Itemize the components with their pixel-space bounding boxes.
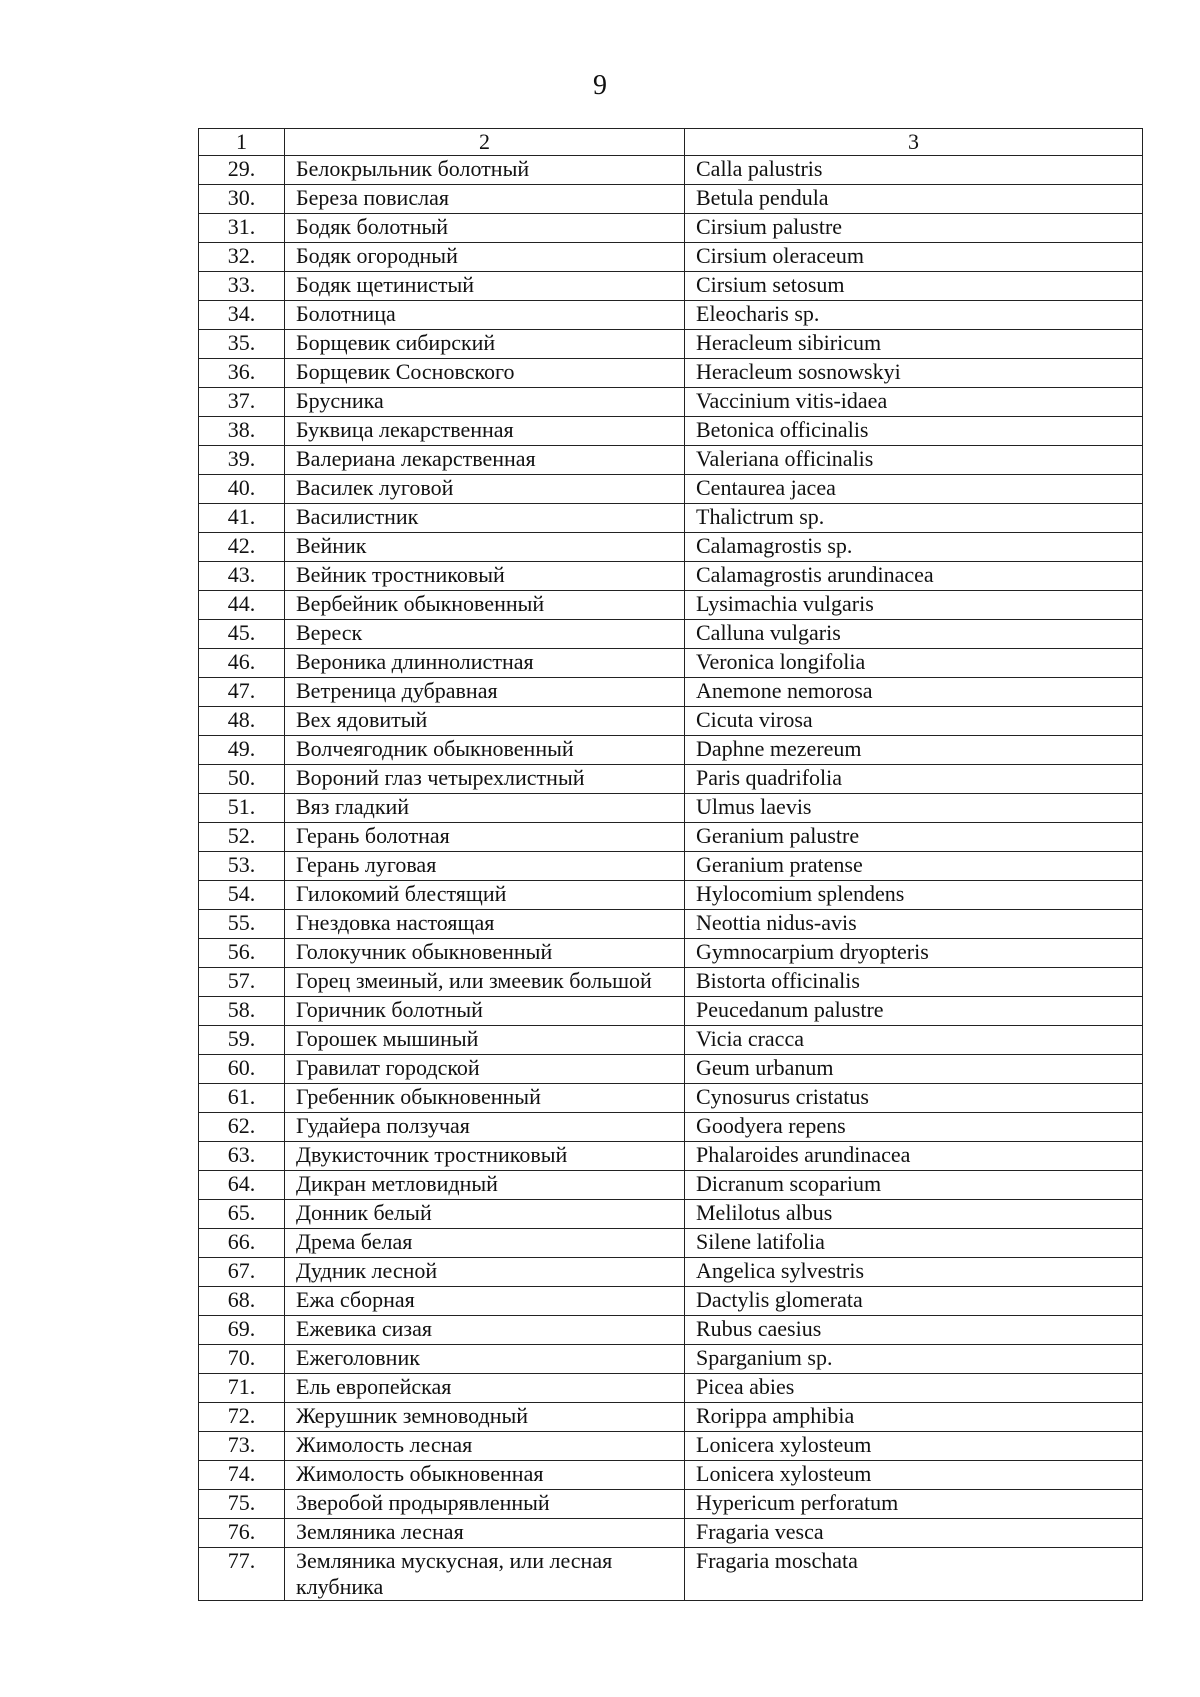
row-number: 33. bbox=[199, 272, 285, 301]
row-number: 57. bbox=[199, 968, 285, 997]
latin-name: Gymnocarpium dryopteris bbox=[685, 939, 1143, 968]
latin-name: Phalaroides arundinacea bbox=[685, 1142, 1143, 1171]
row-number: 34. bbox=[199, 301, 285, 330]
russian-name: Ежевика сизая bbox=[285, 1316, 685, 1345]
table-row bbox=[199, 214, 1143, 243]
russian-name: Василистник bbox=[285, 504, 685, 533]
russian-name: Брусника bbox=[285, 388, 685, 417]
row-number: 59. bbox=[199, 1026, 285, 1055]
latin-name: Rubus caesius bbox=[685, 1316, 1143, 1345]
latin-name: Calla palustris bbox=[685, 156, 1143, 185]
russian-name: Вех ядовитый bbox=[285, 707, 685, 736]
latin-name: Silene latifolia bbox=[685, 1229, 1143, 1258]
russian-name: Василек луговой bbox=[285, 475, 685, 504]
russian-name: Донник белый bbox=[285, 1200, 685, 1229]
russian-name: Ежеголовник bbox=[285, 1345, 685, 1374]
latin-name: Betonica officinalis bbox=[685, 417, 1143, 446]
russian-name: Герань болотная bbox=[285, 823, 685, 852]
russian-name: Гребенник обыкновенный bbox=[285, 1084, 685, 1113]
latin-name: Lonicera xylosteum bbox=[685, 1432, 1143, 1461]
russian-name: Голокучник обыкновенный bbox=[285, 939, 685, 968]
row-number: 67. bbox=[199, 1258, 285, 1287]
latin-name: Peucedanum palustre bbox=[685, 997, 1143, 1026]
table-row bbox=[199, 1432, 1143, 1461]
russian-name: Борщевик сибирский bbox=[285, 330, 685, 359]
latin-name: Heracleum sibiricum bbox=[685, 330, 1143, 359]
table-row bbox=[199, 678, 1143, 707]
row-number: 62. bbox=[199, 1113, 285, 1142]
latin-name: Cicuta virosa bbox=[685, 707, 1143, 736]
row-number: 49. bbox=[199, 736, 285, 765]
table-row bbox=[199, 1084, 1143, 1113]
row-number: 77. bbox=[199, 1548, 285, 1601]
row-number: 46. bbox=[199, 649, 285, 678]
row-number: 30. bbox=[199, 185, 285, 214]
latin-name: Dicranum scoparium bbox=[685, 1171, 1143, 1200]
row-number: 35. bbox=[199, 330, 285, 359]
russian-name: Гнездовка настоящая bbox=[285, 910, 685, 939]
latin-name: Heracleum sosnowskyi bbox=[685, 359, 1143, 388]
row-number: 50. bbox=[199, 765, 285, 794]
row-number: 44. bbox=[199, 591, 285, 620]
latin-name: Valeriana officinalis bbox=[685, 446, 1143, 475]
latin-name: Calamagrostis sp. bbox=[685, 533, 1143, 562]
latin-name: Vaccinium vitis-idaea bbox=[685, 388, 1143, 417]
row-number: 64. bbox=[199, 1171, 285, 1200]
latin-name: Goodyera repens bbox=[685, 1113, 1143, 1142]
table-row bbox=[199, 1519, 1143, 1548]
latin-name: Fragaria vesca bbox=[685, 1519, 1143, 1548]
row-number: 43. bbox=[199, 562, 285, 591]
table-row bbox=[199, 243, 1143, 272]
table-row bbox=[199, 910, 1143, 939]
latin-name: Lysimachia vulgaris bbox=[685, 591, 1143, 620]
row-number: 72. bbox=[199, 1403, 285, 1432]
russian-name: Вороний глаз четырехлистный bbox=[285, 765, 685, 794]
table-header-row bbox=[199, 129, 1143, 156]
russian-name: Белокрыльник болотный bbox=[285, 156, 685, 185]
table-row bbox=[199, 881, 1143, 910]
russian-name: Волчеягодник обыкновенный bbox=[285, 736, 685, 765]
table-row bbox=[199, 417, 1143, 446]
table-row bbox=[199, 1403, 1143, 1432]
row-number: 39. bbox=[199, 446, 285, 475]
russian-name: Горец змеиный, или змеевик большой bbox=[285, 968, 685, 997]
row-number: 32. bbox=[199, 243, 285, 272]
table-row bbox=[199, 794, 1143, 823]
page-number: 9 bbox=[593, 70, 607, 101]
row-number: 74. bbox=[199, 1461, 285, 1490]
row-number: 73. bbox=[199, 1432, 285, 1461]
table-row bbox=[199, 1200, 1143, 1229]
row-number: 54. bbox=[199, 881, 285, 910]
row-number: 60. bbox=[199, 1055, 285, 1084]
latin-name: Sparganium sp. bbox=[685, 1345, 1143, 1374]
russian-name: Дудник лесной bbox=[285, 1258, 685, 1287]
russian-name: Ель европейская bbox=[285, 1374, 685, 1403]
russian-name: Буквица лекарственная bbox=[285, 417, 685, 446]
latin-name: Eleocharis sp. bbox=[685, 301, 1143, 330]
russian-name: Земляника мускусная, или лесная клубника bbox=[285, 1548, 685, 1601]
latin-name: Geranium pratense bbox=[685, 852, 1143, 881]
table-row bbox=[199, 1316, 1143, 1345]
table-row bbox=[199, 1142, 1143, 1171]
latin-name: Dactylis glomerata bbox=[685, 1287, 1143, 1316]
latin-name: Ulmus laevis bbox=[685, 794, 1143, 823]
latin-name: Anemone nemorosa bbox=[685, 678, 1143, 707]
table-row bbox=[199, 1287, 1143, 1316]
table-row bbox=[199, 475, 1143, 504]
russian-name: Вероника длиннолистная bbox=[285, 649, 685, 678]
row-number: 66. bbox=[199, 1229, 285, 1258]
row-number: 45. bbox=[199, 620, 285, 649]
table-row bbox=[199, 765, 1143, 794]
table-row bbox=[199, 591, 1143, 620]
latin-name: Hylocomium splendens bbox=[685, 881, 1143, 910]
table-row bbox=[199, 823, 1143, 852]
russian-name: Дрема белая bbox=[285, 1229, 685, 1258]
table-row bbox=[199, 997, 1143, 1026]
russian-name: Горичник болотный bbox=[285, 997, 685, 1026]
latin-name: Melilotus albus bbox=[685, 1200, 1143, 1229]
russian-name: Жимолость лесная bbox=[285, 1432, 685, 1461]
russian-name: Вейник bbox=[285, 533, 685, 562]
row-number: 58. bbox=[199, 997, 285, 1026]
row-number: 76. bbox=[199, 1519, 285, 1548]
latin-name: Rorippa amphibia bbox=[685, 1403, 1143, 1432]
russian-name: Зверобой продырявленный bbox=[285, 1490, 685, 1519]
row-number: 36. bbox=[199, 359, 285, 388]
row-number: 37. bbox=[199, 388, 285, 417]
latin-name: Thalictrum sp. bbox=[685, 504, 1143, 533]
russian-name: Вербейник обыкновенный bbox=[285, 591, 685, 620]
latin-name: Angelica sylvestris bbox=[685, 1258, 1143, 1287]
latin-name: Hypericum perforatum bbox=[685, 1490, 1143, 1519]
column-header-russian-name: 2 bbox=[285, 129, 685, 156]
russian-name: Горошек мышиный bbox=[285, 1026, 685, 1055]
russian-name: Земляника лесная bbox=[285, 1519, 685, 1548]
russian-name: Жерушник земноводный bbox=[285, 1403, 685, 1432]
latin-name: Calamagrostis arundinacea bbox=[685, 562, 1143, 591]
russian-name: Гилокомий блестящий bbox=[285, 881, 685, 910]
row-number: 38. bbox=[199, 417, 285, 446]
latin-name: Centaurea jacea bbox=[685, 475, 1143, 504]
table-body bbox=[199, 156, 1143, 1601]
table-row bbox=[199, 156, 1143, 185]
table-row bbox=[199, 1345, 1143, 1374]
russian-name: Бодяк огородный bbox=[285, 243, 685, 272]
row-number: 40. bbox=[199, 475, 285, 504]
latin-name: Calluna vulgaris bbox=[685, 620, 1143, 649]
latin-name: Neottia nidus-avis bbox=[685, 910, 1143, 939]
latin-name: Daphne mezereum bbox=[685, 736, 1143, 765]
column-header-latin-name: 3 bbox=[685, 129, 1143, 156]
latin-name: Picea abies bbox=[685, 1374, 1143, 1403]
row-number: 47. bbox=[199, 678, 285, 707]
latin-name: Lonicera xylosteum bbox=[685, 1461, 1143, 1490]
russian-name: Вяз гладкий bbox=[285, 794, 685, 823]
latin-name: Fragaria moschata bbox=[685, 1548, 1143, 1601]
russian-name: Борщевик Сосновского bbox=[285, 359, 685, 388]
row-number: 31. bbox=[199, 214, 285, 243]
table-row bbox=[199, 1258, 1143, 1287]
row-number: 63. bbox=[199, 1142, 285, 1171]
latin-name: Vicia cracca bbox=[685, 1026, 1143, 1055]
russian-name: Двукисточник тростниковый bbox=[285, 1142, 685, 1171]
row-number: 70. bbox=[199, 1345, 285, 1374]
latin-name: Geum urbanum bbox=[685, 1055, 1143, 1084]
table-row bbox=[199, 1171, 1143, 1200]
row-number: 51. bbox=[199, 794, 285, 823]
table-row bbox=[199, 301, 1143, 330]
species-table bbox=[198, 128, 1143, 1601]
row-number: 53. bbox=[199, 852, 285, 881]
row-number: 48. bbox=[199, 707, 285, 736]
row-number: 29. bbox=[199, 156, 285, 185]
latin-name: Betula pendula bbox=[685, 185, 1143, 214]
row-number: 65. bbox=[199, 1200, 285, 1229]
row-number: 55. bbox=[199, 910, 285, 939]
russian-name: Валериана лекарственная bbox=[285, 446, 685, 475]
table-row bbox=[199, 939, 1143, 968]
table-row bbox=[199, 852, 1143, 881]
table-row bbox=[199, 620, 1143, 649]
table-row bbox=[199, 649, 1143, 678]
russian-name: Бодяк болотный bbox=[285, 214, 685, 243]
russian-name: Дикран метловидный bbox=[285, 1171, 685, 1200]
table-row bbox=[199, 968, 1143, 997]
latin-name: Cynosurus cristatus bbox=[685, 1084, 1143, 1113]
russian-name: Бодяк щетинистый bbox=[285, 272, 685, 301]
row-number: 41. bbox=[199, 504, 285, 533]
table-row bbox=[199, 446, 1143, 475]
table-row bbox=[199, 1113, 1143, 1142]
table-row bbox=[199, 736, 1143, 765]
latin-name: Bistorta officinalis bbox=[685, 968, 1143, 997]
table-row bbox=[199, 1229, 1143, 1258]
russian-name: Гравилат городской bbox=[285, 1055, 685, 1084]
russian-name: Вейник тростниковый bbox=[285, 562, 685, 591]
russian-name: Ветреница дубравная bbox=[285, 678, 685, 707]
latin-name: Cirsium setosum bbox=[685, 272, 1143, 301]
russian-name: Вереск bbox=[285, 620, 685, 649]
table-row bbox=[199, 562, 1143, 591]
latin-name: Geranium palustre bbox=[685, 823, 1143, 852]
russian-name: Береза повислая bbox=[285, 185, 685, 214]
table-row bbox=[199, 504, 1143, 533]
latin-name: Paris quadrifolia bbox=[685, 765, 1143, 794]
row-number: 69. bbox=[199, 1316, 285, 1345]
row-number: 42. bbox=[199, 533, 285, 562]
row-number: 68. bbox=[199, 1287, 285, 1316]
table-row bbox=[199, 1374, 1143, 1403]
table-row bbox=[199, 1548, 1143, 1601]
table-row bbox=[199, 1490, 1143, 1519]
russian-name: Ежа сборная bbox=[285, 1287, 685, 1316]
row-number: 71. bbox=[199, 1374, 285, 1403]
russian-name: Болотница bbox=[285, 301, 685, 330]
table-row bbox=[199, 1461, 1143, 1490]
russian-name: Гудайера ползучая bbox=[285, 1113, 685, 1142]
table-row bbox=[199, 533, 1143, 562]
table-row bbox=[199, 272, 1143, 301]
table-row bbox=[199, 185, 1143, 214]
latin-name: Veronica longifolia bbox=[685, 649, 1143, 678]
latin-name: Cirsium oleraceum bbox=[685, 243, 1143, 272]
table-row bbox=[199, 1026, 1143, 1055]
russian-name: Герань луговая bbox=[285, 852, 685, 881]
table-row bbox=[199, 1055, 1143, 1084]
table-row bbox=[199, 330, 1143, 359]
russian-name: Жимолость обыкновенная bbox=[285, 1461, 685, 1490]
row-number: 52. bbox=[199, 823, 285, 852]
table-row bbox=[199, 707, 1143, 736]
row-number: 56. bbox=[199, 939, 285, 968]
table-row bbox=[199, 359, 1143, 388]
row-number: 75. bbox=[199, 1490, 285, 1519]
row-number: 61. bbox=[199, 1084, 285, 1113]
table-row bbox=[199, 388, 1143, 417]
column-header-number: 1 bbox=[199, 129, 285, 156]
latin-name: Cirsium palustre bbox=[685, 214, 1143, 243]
